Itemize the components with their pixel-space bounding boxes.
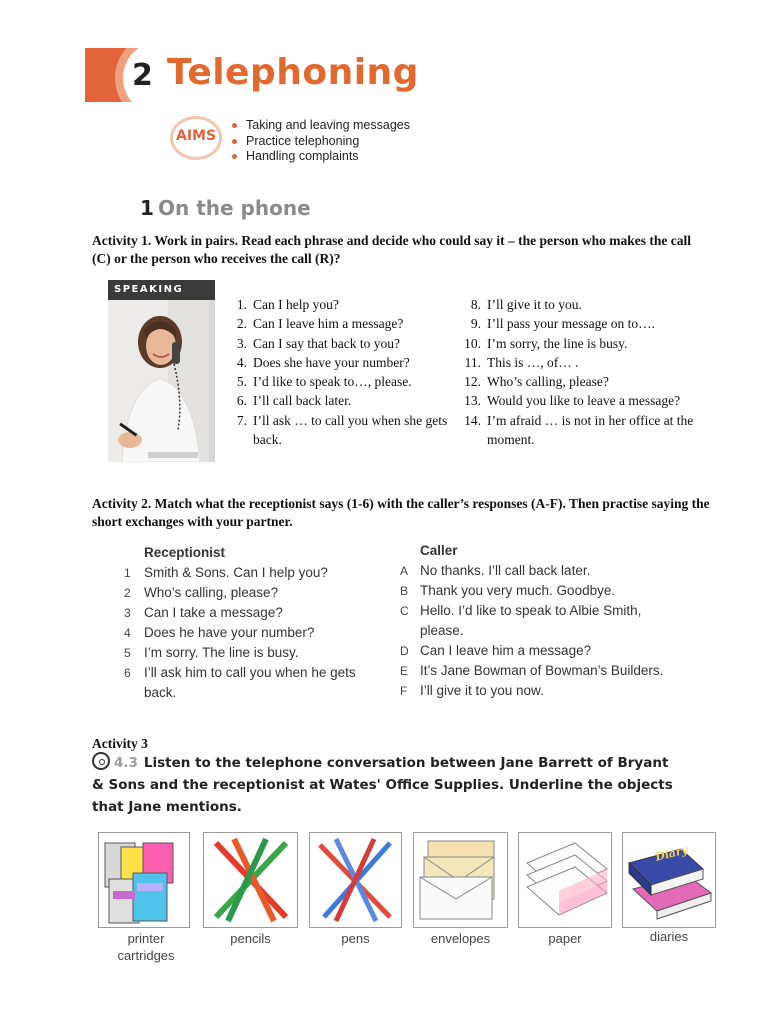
envelopes-icon bbox=[414, 833, 507, 927]
activity3-text: Listen to the telephone conversation between Jane Barrett of Bryant & Sons and the receptionist at Wates' Office Supplies. Underline the objects that Jane mentions. bbox=[92, 755, 673, 815]
list-item: 6 I’ll ask him to call you when he gets back. bbox=[124, 665, 356, 700]
list-item: 1 Smith & Sons. Can I help you? bbox=[124, 565, 328, 580]
pens-icon bbox=[310, 833, 401, 927]
paper-icon bbox=[519, 833, 611, 927]
activity3-heading: Activity 3 bbox=[92, 736, 148, 751]
object-label: diaries bbox=[649, 929, 689, 944]
audio-cd-icon[interactable] bbox=[92, 752, 110, 770]
envelopes-picture bbox=[413, 832, 508, 928]
list-item: D Can I leave him a message? bbox=[400, 643, 592, 658]
chapter-title: Telephoning bbox=[167, 52, 419, 93]
list-item: 5 I’m sorry. The line is busy. bbox=[124, 645, 299, 660]
pencils-icon bbox=[204, 833, 297, 927]
list-item: 2 Who’s calling, please? bbox=[124, 585, 279, 600]
phrase-list-right bbox=[458, 295, 718, 449]
chapter-number: 2 bbox=[132, 58, 153, 93]
list-item: 12. Who’s calling, please? bbox=[464, 374, 609, 390]
aims-item: Taking and leaving messages bbox=[232, 118, 410, 134]
activity1-instruction: Activity 1. Work in pairs. Read each phrase and decide who could say it – the person who makes the call (C) or the person who receives the call (R)? bbox=[92, 233, 692, 266]
object-label: pencils bbox=[230, 931, 271, 946]
object-label: printer cartridges bbox=[117, 931, 175, 963]
list-item: 4. Does she have your number? bbox=[236, 354, 410, 370]
object-label: envelopes bbox=[430, 931, 491, 946]
list-item: 11. This is …, of… . bbox=[464, 354, 579, 370]
list-item: 8. I’ll give it to you. bbox=[470, 297, 582, 312]
list-item: 13. Would you like to leave a message? bbox=[464, 393, 681, 409]
section-title: On the phone bbox=[158, 196, 311, 220]
speaking-photo bbox=[108, 280, 215, 462]
caller-column bbox=[400, 541, 670, 701]
aims-item: Handling complaints bbox=[232, 149, 410, 165]
list-item: 4 Does he have your number? bbox=[124, 625, 315, 640]
receptionist-column bbox=[124, 543, 384, 703]
list-item: 5. I’d like to speak to…, please. bbox=[236, 374, 412, 390]
receptionist-heading: Receptionist bbox=[144, 545, 226, 560]
aims-list bbox=[232, 118, 410, 165]
list-item: 6. I’ll call back later. bbox=[236, 393, 352, 409]
list-item: 2. Can I leave him a message? bbox=[236, 316, 404, 332]
receptionist-photo-illustration bbox=[108, 280, 209, 462]
list-item: E It’s Jane Bowman of Bowman’s Builders. bbox=[400, 663, 664, 678]
list-item: B Thank you very much. Goodbye. bbox=[400, 583, 616, 598]
paper-picture bbox=[518, 832, 612, 928]
list-item: 14. I’m afraid … is not in her office at the moment. bbox=[464, 412, 694, 448]
object-label: paper bbox=[548, 931, 582, 946]
list-item: 9. I’ll pass your message on to…. bbox=[470, 316, 655, 332]
track-number: 4.3 bbox=[114, 755, 138, 771]
diaries-picture bbox=[622, 832, 716, 928]
list-item: 1. Can I help you? bbox=[236, 297, 339, 312]
aims-label: AIMS bbox=[176, 128, 217, 144]
object-label: pens bbox=[341, 931, 370, 946]
pens-picture bbox=[309, 832, 402, 928]
phrase-list-left bbox=[230, 295, 452, 449]
diary-label: Diary bbox=[653, 843, 690, 864]
speaking-label: SPEAKING bbox=[108, 280, 215, 300]
list-item: C Hello. I’d like to speak to Albie Smith, please. bbox=[400, 603, 642, 638]
pencils-picture bbox=[203, 832, 298, 928]
list-item: F I’ll give it to you now. bbox=[400, 683, 544, 698]
list-item: 7. I’ll ask … to call you when she gets back. bbox=[236, 412, 448, 448]
list-item: 3. Can I say that back to you? bbox=[236, 335, 400, 351]
caller-heading: Caller bbox=[420, 543, 458, 558]
aims-item: Practice telephoning bbox=[232, 134, 410, 150]
section-number: 1 bbox=[140, 196, 154, 220]
list-item: 10. I’m sorry, the line is busy. bbox=[464, 335, 628, 351]
printer-cartridges-icon bbox=[99, 833, 189, 927]
activity3-instruction bbox=[92, 752, 682, 818]
activity2-instruction: Activity 2. Match what the receptionist says (1-6) with the caller’s responses (A-F). Then practise saying the short exchanges with your partner. bbox=[92, 496, 710, 529]
printer-cartridges-picture bbox=[98, 832, 190, 928]
list-item: 3 Can I take a message? bbox=[124, 605, 283, 620]
list-item: A No thanks. I’ll call back later. bbox=[400, 563, 591, 578]
